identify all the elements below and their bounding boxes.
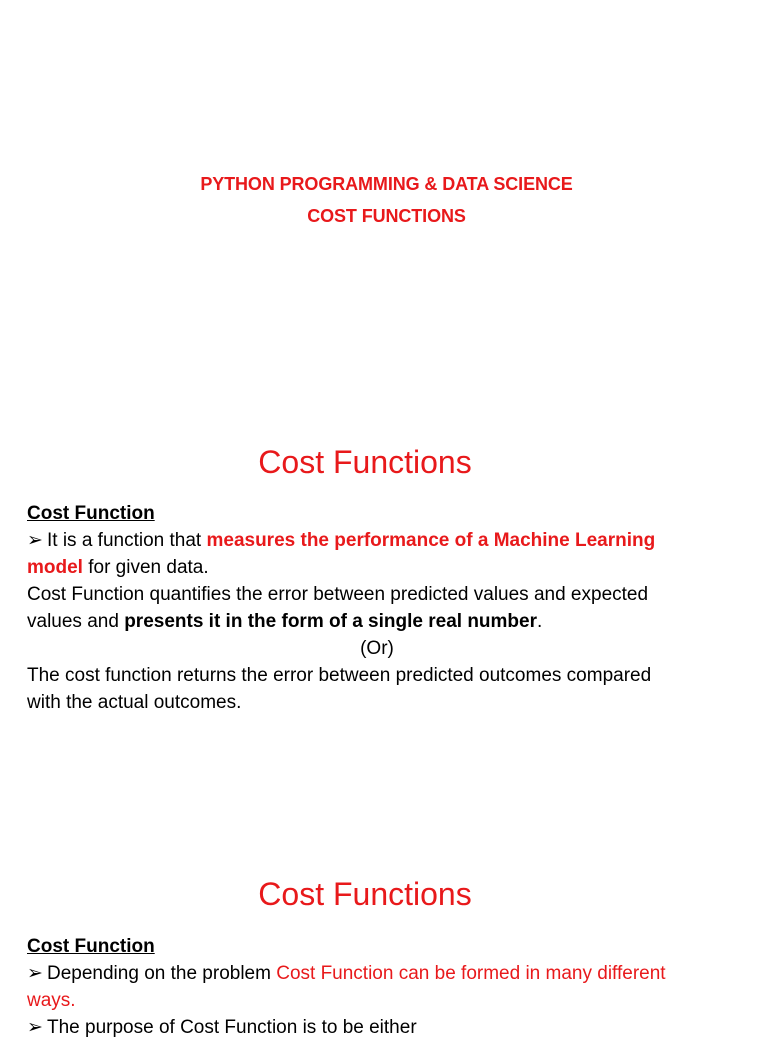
text-run: values and xyxy=(27,611,125,632)
text-run: with the actual outcomes. xyxy=(27,692,242,713)
or-text: (Or) xyxy=(360,638,394,659)
term-heading: Cost Function xyxy=(27,503,155,524)
slide-1 xyxy=(27,442,727,716)
term-heading: Cost Function xyxy=(27,936,155,957)
text-run: Cost Function quantifies the error between predicted values and expected xyxy=(27,584,649,605)
text-run: for given data. xyxy=(82,557,209,578)
text-run: It is a function that xyxy=(47,530,207,551)
arrow-bullet-icon: ➢ xyxy=(27,530,43,551)
slide-heading: Cost Functions xyxy=(258,876,472,912)
slide-heading: Cost Functions xyxy=(258,444,472,480)
text-run: . xyxy=(537,611,543,632)
highlight-text: ways. xyxy=(27,990,76,1011)
highlight-text: model xyxy=(27,557,83,578)
slide-2 xyxy=(27,874,727,1041)
topic-title: COST FUNCTIONS xyxy=(307,206,466,226)
text-run: The purpose of Cost Function is to be either xyxy=(47,1017,417,1038)
arrow-bullet-icon: ➢ xyxy=(27,1017,43,1038)
arrow-bullet-icon: ➢ xyxy=(27,963,43,984)
highlight-text: measures the performance of a Machine Learning xyxy=(206,530,656,551)
title-block xyxy=(0,168,768,232)
text-run: Depending on the problem xyxy=(47,963,277,984)
text-run: The cost function returns the error between predicted outcomes compared xyxy=(27,665,652,686)
bold-text: presents it in the form of a single real number xyxy=(124,611,537,632)
highlight-text: Cost Function can be formed in many different xyxy=(276,963,666,984)
course-title: PYTHON PROGRAMMING & DATA SCIENCE xyxy=(200,174,573,194)
